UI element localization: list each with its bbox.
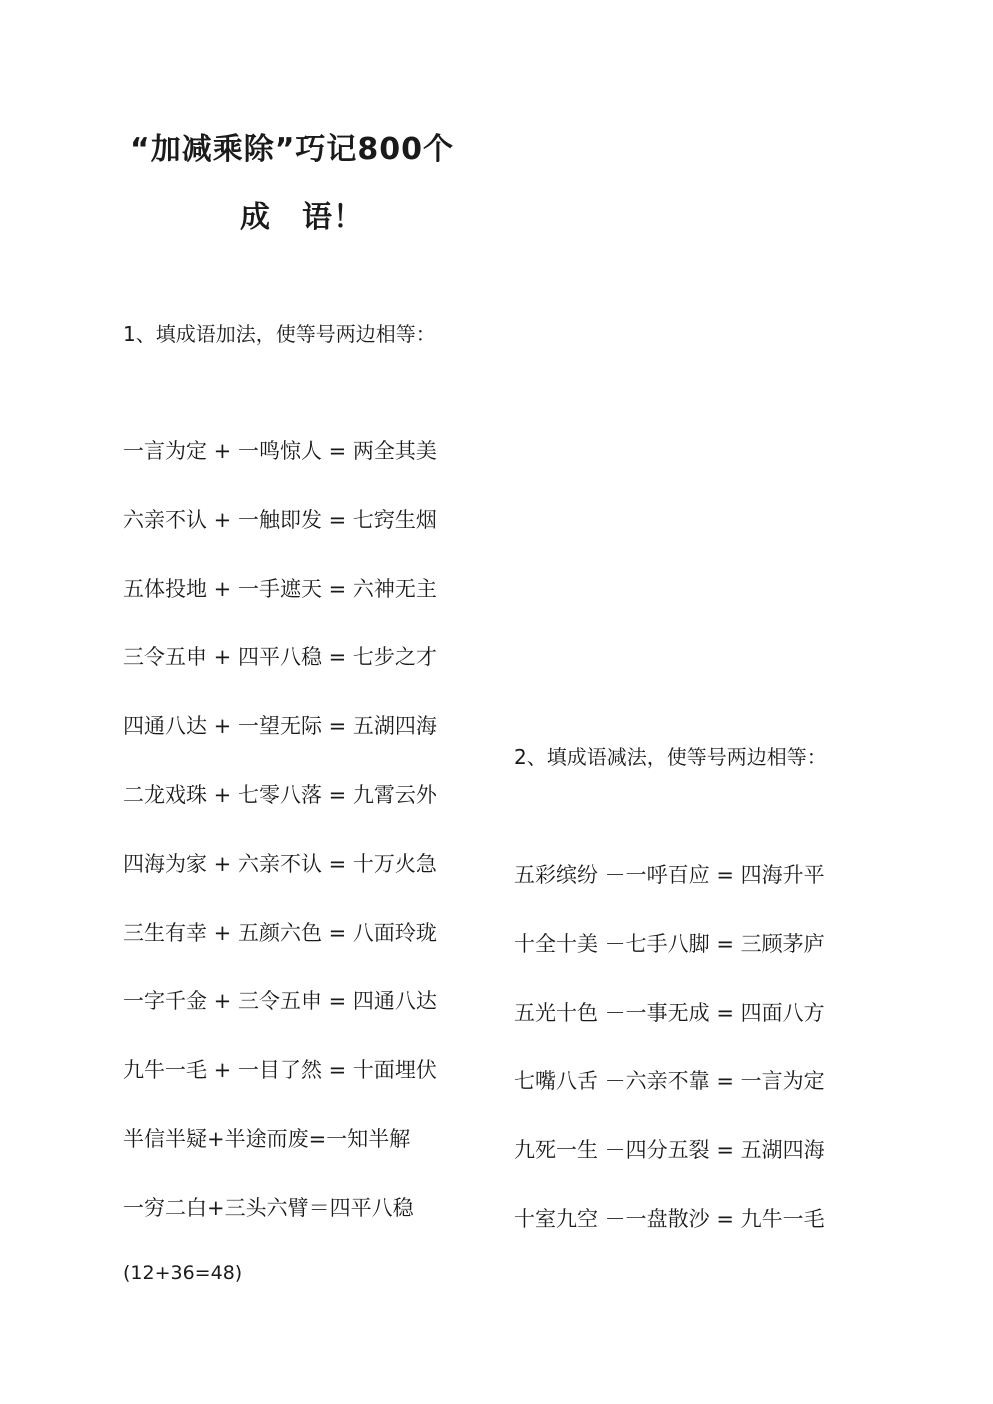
idiom-equation: 半信半疑+半途而废=一知半解 — [123, 1126, 411, 1151]
idiom-equation: 十全十美 －七手八脚 = 三顾茅庐 — [514, 931, 825, 956]
idiom-equation: 十室九空 －一盘散沙 = 九牛一毛 — [514, 1206, 825, 1231]
idiom-equation: 四海为家 + 六亲不认 = 十万火急 — [123, 851, 437, 876]
idiom-equation: 一言为定 + 一鸣惊人 = 两全其美 — [123, 439, 437, 463]
subtraction-idiom-list — [514, 860, 825, 1273]
idiom-equation: 二龙戏珠 + 七零八落 = 九霄云外 — [123, 782, 437, 807]
idiom-equation: 九牛一毛 + 一目了然 = 十面埋伏 — [123, 1058, 437, 1083]
idiom-equation: 五彩缤纷 －一呼百应 = 四海升平 — [514, 863, 825, 887]
section1-heading: 1、填成语加法，使等号两边相等： — [123, 322, 436, 346]
addition-idiom-list — [123, 436, 437, 1262]
document-title-line2: 成 语！ — [240, 200, 364, 235]
idiom-equation: 五光十色 －一事无成 = 四面八方 — [514, 1000, 825, 1025]
idiom-equation: 五体投地 + 一手遮天 = 六神无主 — [123, 576, 437, 601]
section2-heading: 2、填成语减法，使等号两边相等： — [514, 745, 827, 769]
idiom-equation: 三令五申 + 四平八稳 = 七步之才 — [123, 645, 437, 670]
idiom-equation: 六亲不认 + 一触即发 = 七窍生烟 — [123, 507, 437, 532]
idiom-equation: 九死一生 －四分五裂 = 五湖四海 — [514, 1138, 825, 1163]
idiom-equation: 一穷二白+三头六臂＝四平八稳 — [123, 1195, 414, 1220]
section1-note: (12+36=48) — [123, 1262, 243, 1284]
idiom-equation: 一字千金 + 三令五申 = 四通八达 — [123, 989, 437, 1014]
idiom-equation: 七嘴八舌 －六亲不靠 = 一言为定 — [514, 1069, 825, 1094]
document-title-line1: “加减乘除”巧记800个 — [130, 132, 455, 167]
idiom-equation: 三生有幸 + 五颜六色 = 八面玲珑 — [123, 920, 437, 945]
idiom-equation: 四通八达 + 一望无际 = 五湖四海 — [123, 714, 437, 739]
